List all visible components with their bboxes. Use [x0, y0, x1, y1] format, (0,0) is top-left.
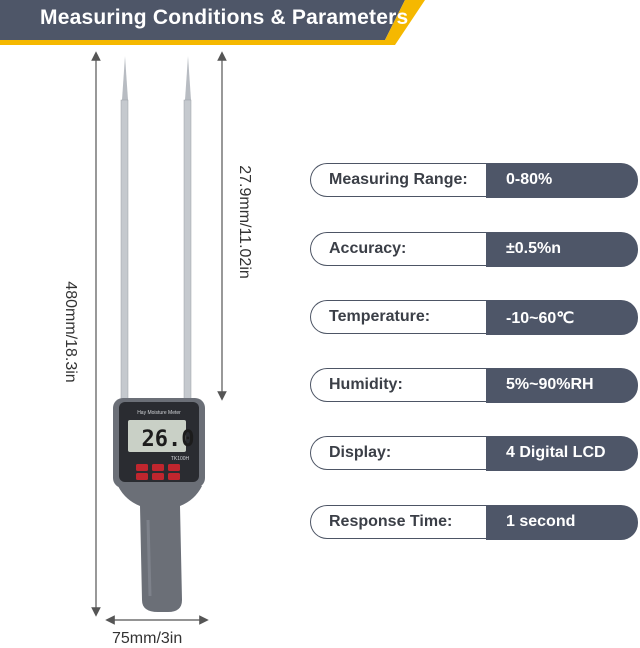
- param-label: Measuring Range:: [329, 171, 468, 188]
- param-label: Response Time:: [329, 513, 453, 530]
- lcd-reading: 26.0: [141, 427, 195, 452]
- param-value: -10~60℃: [506, 310, 575, 327]
- probe-length-label: 27.9mm/11.02in: [236, 165, 253, 279]
- param-label: Humidity:: [329, 376, 403, 393]
- button-top-left: [136, 464, 148, 471]
- meter-illustration: [0, 46, 300, 648]
- param-value: 4 Digital LCD: [506, 444, 606, 461]
- header-banner: [0, 0, 640, 46]
- button-top-right: [168, 464, 180, 471]
- param-display: [310, 436, 638, 470]
- param-value: 1 second: [506, 513, 576, 530]
- button-top-middle: [152, 464, 164, 471]
- param-value: ±0.5%n: [506, 240, 562, 257]
- param-value: 0-80%: [506, 171, 553, 188]
- width-label: 75mm/3in: [112, 630, 183, 647]
- button-bottom-right: [168, 473, 180, 480]
- param-temperature: [310, 300, 638, 334]
- param-measuring-range: [310, 163, 638, 197]
- brand-label: Hay Moisture Meter: [137, 410, 181, 416]
- param-accuracy: [310, 232, 638, 266]
- probe-right: [184, 56, 191, 402]
- param-value: 5%~90%RH: [506, 376, 594, 393]
- param-label: Display:: [329, 444, 392, 461]
- page-title: Measuring Conditions & Parameters: [40, 6, 409, 29]
- param-humidity: [310, 368, 638, 402]
- button-bottom-middle: [152, 473, 164, 480]
- total-length-label: 480mm/18.3in: [62, 281, 79, 383]
- button-bottom-left: [136, 473, 148, 480]
- param-label: Accuracy:: [329, 240, 407, 257]
- meter-handle: [118, 486, 202, 612]
- param-label: Temperature:: [329, 308, 431, 325]
- param-response-time: [310, 505, 638, 539]
- probe-left: [121, 56, 128, 402]
- model-label: TK100H: [170, 456, 190, 462]
